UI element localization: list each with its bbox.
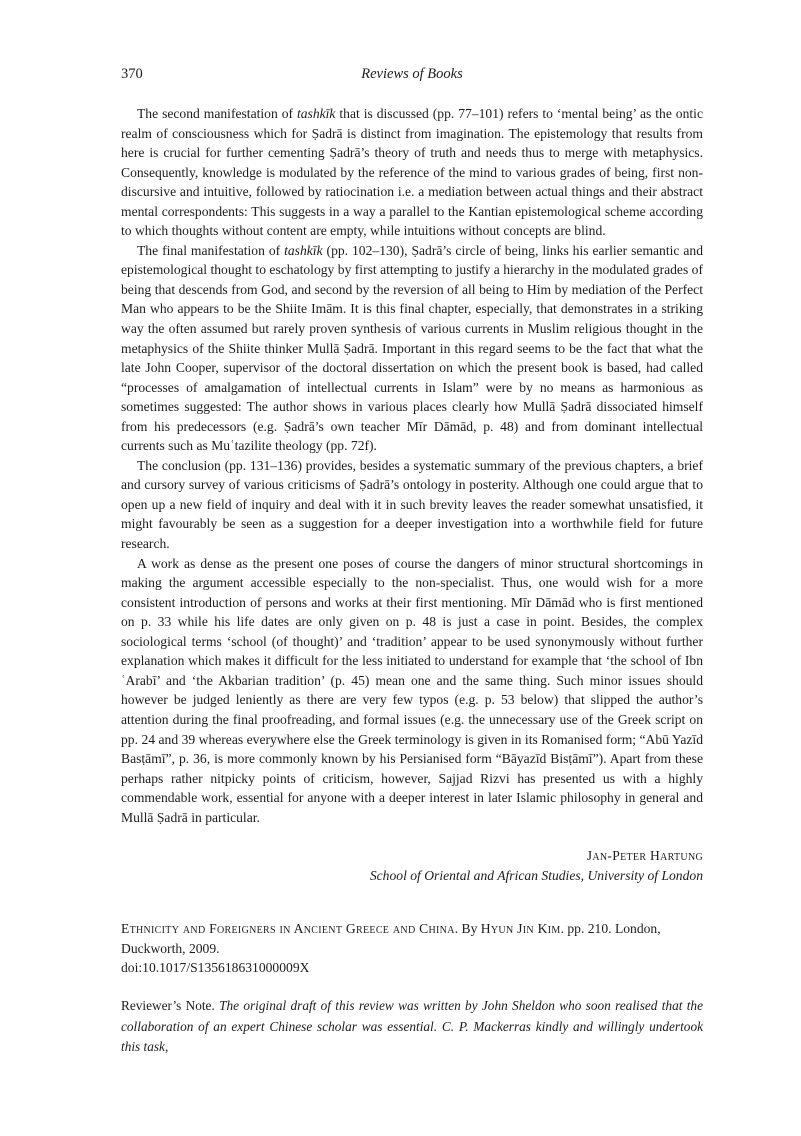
reviewer-signature [121,846,703,885]
paragraph-1-term: tashkīk [296,106,336,121]
page-number: 370 [121,66,143,82]
book-title: Ethnicity and Foreigners in Ancient Greece and China [121,921,455,936]
paragraph-2 [121,241,703,456]
reviewer-note [121,996,703,1058]
paragraph-2-rest: (pp. 102–130), Ṣadrā’s circle of being, links his earlier semantic and epistemological thought to eschatology by first attempting to justify a hierarchy in the modulated grades of being that descends from God, and second by the reversion of all being to Him by mediation of the Perfect Man who appears to be the Shiite Imām. It is this final chapter, especially, that demonstrates in a striking way the often assumed but rarely proven synthesis of various currents in Muslim religious thought in the metaphysics of the Shiite thinker Mullā Ṣadrā. Important in this regard seems to be the fact that what the late John Cooper, supervisor of the doctoral dissertation on which the present book is based, had called “processes of amalgamation of intellectual currents in Islam” were by no means as harmonious as sometimes suggested: The author shows in various places clearly how Mullā Ṣadrā dissociated himself from his predecessors (e.g. Ṣadrā’s own teacher Mīr Dāmād, p. 48) and from dominant intellectual currents such as Muʿtazilite theology (pp. 72f). [121,242,704,454]
paragraph-4: A work as dense as the present one poses of course the dangers of minor structural shortcomings in making the argument accessible especially to the non-specialist. Thus, one would wish for a more consistent introduction of persons and works at their first mentioning. Mīr Dāmād who is first mentioned on p. 33 while his life dates are only given on p. 48 is just a case in point. Besides, the complex sociological terms ‘school (of thought)’ and ‘tradition’ appear to be used synonymously without further explanation which makes it difficult for the less initiated to understand for example that ‘the school of Ibn ʿArabī’ and ‘the Akbarian tradition’ (p. 45) mean one and the same thing. Such minor issues should however be judged leniently as there are very few typos (e.g. p. 53 below) that slipped the author’s attention during the final proofreading, and formal issues (e.g. the unnecessary use of the Greek script on pp. 24 and 39 whereas everywhere else the Greek terminology is given in its Romanised form; “Abū Yazīd Basṭāmī”, p. 36, is more commonly known by his Persianised form “Bāyazīd Bisṭāmī”). Apart from these perhaps rather nitpicky points of criticism, however, Sajjad Rizvi has presented us with a highly commendable work, essential for anyone with a deeper interest in later Islamic philosophy in general and Mullā Ṣadrā in particular. [121,555,703,825]
reviewer-note-text: The original draft of this review was written by John Sheldon who soon realised that the collaboration of an expert Chinese scholar was essential. C. P. Mackerras kindly and willingly undertook this task, [121,998,703,1054]
review-body [121,104,703,827]
book-author: Hyun Jin Kim [480,921,561,936]
book-doi: doi:10.1017/S135618631000009X [121,960,310,976]
book-entry [121,919,703,978]
book-citation [121,919,703,958]
reviewer-note-label: Reviewer’s Note. [121,998,220,1013]
paragraph-2-lead: The final manifestation of [137,242,285,258]
reviewer-name: Jan-Peter Hartung [586,848,703,863]
book-by: . By [454,921,481,936]
book-details: . pp. 210. London, Duckworth, 2009. [121,921,661,956]
paragraph-3: The conclusion (pp. 131–136) provides, besides a systematic summary of the previous chapters, a brief and cursory survey of various criticisms of Ṣadrā’s ontology in posterity. Although one could argue that to open up a new field of inquiry and deal with it in such brevity leaves the reader somewhat unsatisfied, it might favourably be seen as a suggestion for a deeper investigation into a worthwhile field for future research. [121,457,703,552]
paragraph-1-rest: that is discussed (pp. 77–101) refers to ‘mental being’ as the ontic realm of consciousness which for Ṣadrā is distinct from imagination. The epistemology that results from here is crucial for further cementing Ṣadrā’s theory of truth and needs thus to merge with metaphysics. Consequently, knowledge is modulated by the reference of the mind to various grades of being, first non-discursive and intuitive, followed by ratiocination i.e. a mediation between actual things and their abstract mental correspondents: This suggests in a way a parallel to the Kantian epistemological scheme according to which thoughts without content are empty, while intuitions without concepts are blind. [121,106,703,239]
paragraph-1-lead: The second manifestation of [137,106,297,121]
reviewer-affiliation: School of Oriental and African Studies, University of London [369,867,703,883]
paragraph-2-term: tashkīk [284,242,323,258]
running-head [121,66,703,86]
journal-title: Reviews of Books [361,66,463,82]
paragraph-1 [121,104,703,241]
